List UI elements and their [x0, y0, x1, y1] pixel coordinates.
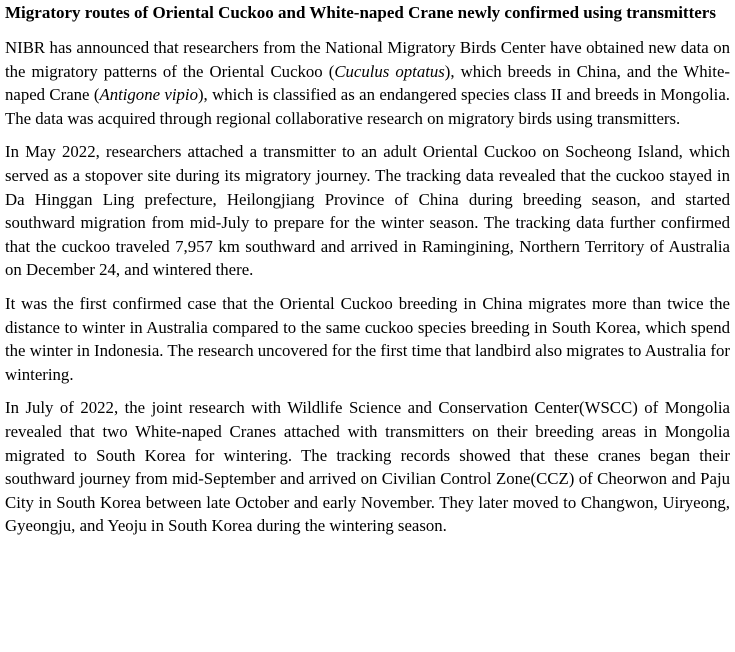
paragraph-crane-tracking — [5, 396, 730, 538]
species-name-crane: Antigone vipio — [99, 85, 198, 105]
paragraph-segment: NIBR has announced that researchers from the National Migratory Birds Center have obtained new data on the migratory patterns of the Oriental Cuckoo ( — [5, 38, 730, 81]
paragraph-segment: ), which breeds in China, and the White-naped Crane ( — [5, 61, 731, 105]
species-name-cuckoo: Cuculus optatus — [334, 61, 445, 81]
paragraph-intro — [5, 36, 730, 130]
paragraph-segment: ), which is classified as an endangered species class II and breeds in Mongolia. The data was acquired through regional collaborative research on migratory birds using transmitters. — [5, 85, 730, 128]
paragraph-cuckoo-significance — [5, 292, 730, 386]
paragraph-segment: In May 2022, researchers attached a transmitter to an adult Oriental Cuckoo on Socheong Island, which served as a stopover site during its migratory journey. The tracking data revealed that the cuckoo stayed in Da Hinggan Ling prefecture, Heilongjiang Province of China during breeding season, and started southward migration from mid-July to prepare for the winter season. The tracking data further confirmed that the cuckoo traveled 7,957 km southward and arrived in Ramingining, Northern Territory of Australia on December 24, and wintered there. — [5, 142, 730, 280]
paragraph-segment: It was the first confirmed case that the Oriental Cuckoo breeding in China migrates more than twice the distance to winter in Australia compared to the same cuckoo species breeding in South Korea, which spend the winter in Indonesia. The research uncovered for the first time that landbird also migrates to Australia for wintering. — [5, 293, 730, 384]
paragraph-cuckoo-tracking — [5, 140, 730, 282]
document-title: Migratory routes of Oriental Cuckoo and White-naped Crane newly confirmed using transmitters — [5, 3, 716, 22]
paragraph-segment: In July of 2022, the joint research with Wildlife Science and Conservation Center(WSCC) of Mongolia revealed that two White-naped Cranes attached with transmitters on their breeding areas in Mongolia migrated to South Korea for wintering. The tracking records showed that these cranes began their southward journey from mid-September and arrived on Civilian Control Zone(CCZ) of Cheorwon and Paju City in South Korea between late October and early November. They later moved to Changwon, Uiryeong, Gyeongju, and Yeoju in South Korea during the wintering season. — [5, 398, 730, 536]
